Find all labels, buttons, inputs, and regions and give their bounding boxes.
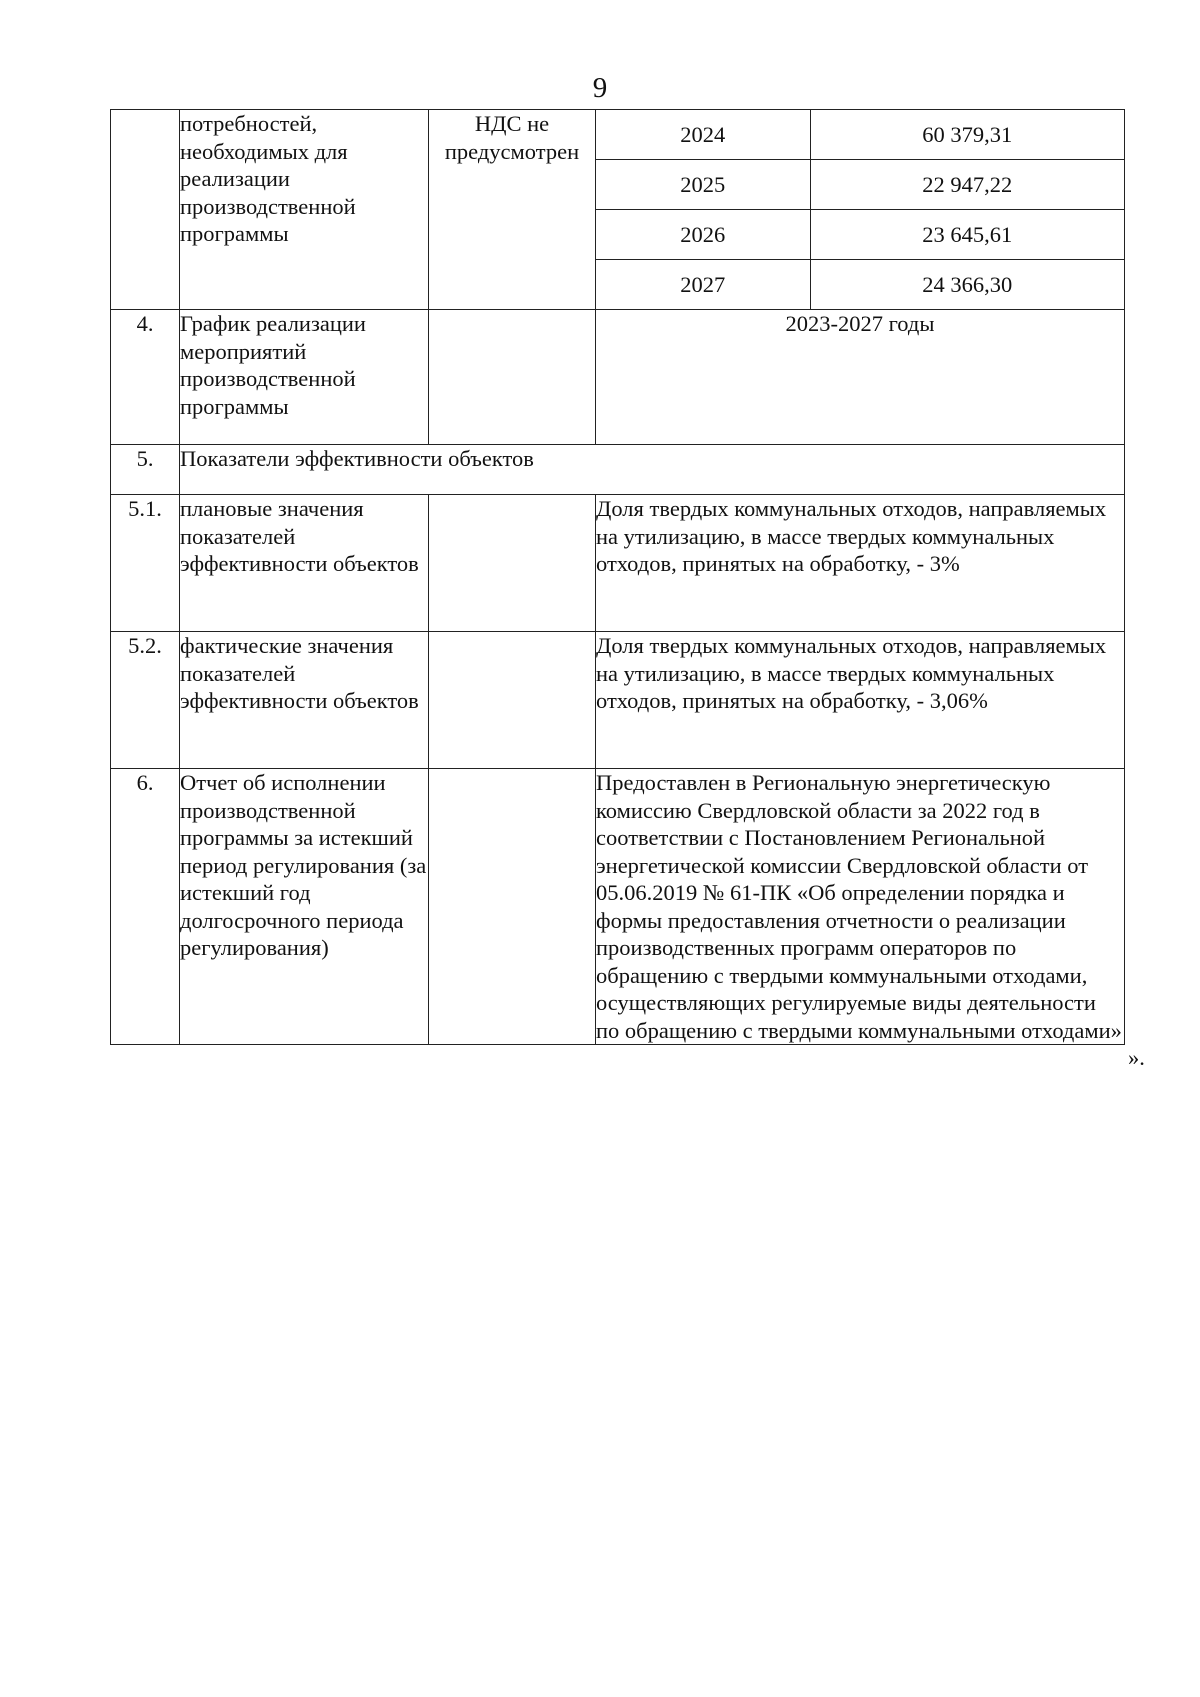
page-number: 9 (592, 72, 608, 104)
row-value: Предоставлен в Региональную энергетическую комиссию Свердловской области за 2022 год в соответствии с Постановлением Региональной энергетической комиссии Свердловской области от 05.06.2019 № 61-ПК «Об определении порядка и формы предоставления отчетности о реализации производственных программ операторов по обращению с твердыми коммунальными отходами, осуществляющих регулируемые виды деятельности по обращению с твердыми коммунальными отходами» (596, 769, 1125, 1045)
year-cell: 2024 (596, 110, 810, 160)
table-row-schedule (111, 310, 1125, 445)
row-number: 5. (111, 445, 180, 495)
amount-cell: 24 366,30 (922, 271, 1013, 297)
row-number: 5.2. (111, 632, 180, 769)
year-cell: 2025 (596, 160, 810, 210)
year-cell: 2027 (596, 260, 810, 310)
row-name: плановые значения показателей эффективности объектов (180, 495, 429, 632)
row-value: Доля твердых коммунальных отходов, направляемых на утилизацию, в массе твердых коммунальных отходов, принятых на обработку, - 3,06% (596, 632, 1125, 769)
year-row (596, 160, 1124, 210)
table-row-indicators-header (111, 445, 1125, 495)
years-amounts-table (596, 110, 1124, 309)
table-row-actual-indicators (111, 632, 1125, 769)
closing-quote: ». (1128, 1045, 1145, 1070)
year-row (596, 110, 1124, 160)
year-cell: 2026 (596, 210, 810, 260)
row-note (429, 495, 596, 632)
section-title: Показатели эффективности объектов (180, 445, 1125, 495)
table-row-costs (111, 110, 1125, 310)
row-number: 4. (111, 310, 180, 445)
row-value: 2023-2027 годы (596, 310, 1125, 445)
amount-cell: 23 645,61 (810, 210, 1124, 260)
row-number: 6. (111, 769, 180, 1045)
table-row-planned-indicators (111, 495, 1125, 632)
amount-cell: 22 947,22 (810, 160, 1124, 210)
amount-cell: 60 379,31 (810, 110, 1124, 160)
table-row-report (111, 769, 1125, 1045)
row-note (429, 632, 596, 769)
row-value: Доля твердых коммунальных отходов, направляемых на утилизацию, в массе твердых коммунальных отходов, принятых на обработку, - 3% (596, 495, 1125, 632)
row-note (429, 310, 596, 445)
row-number (111, 110, 180, 310)
row-number: 5.1. (111, 495, 180, 632)
row-name: потребностей, необходимых для реализации производственной программы (180, 110, 429, 310)
year-row (596, 260, 1124, 310)
vat-note: НДС не предусмотрен (429, 110, 596, 310)
production-program-table (110, 109, 1125, 1045)
years-amounts-cell (596, 110, 1125, 310)
row-note (429, 769, 596, 1045)
row-name: фактические значения показателей эффективности объектов (180, 632, 429, 769)
year-row (596, 210, 1124, 260)
row-name: Отчет об исполнении производственной программы за истекший период регулирования (за истекший год долгосрочного периода регулирования) (180, 769, 429, 1045)
row-name: График реализации мероприятий производственной программы (180, 310, 429, 445)
